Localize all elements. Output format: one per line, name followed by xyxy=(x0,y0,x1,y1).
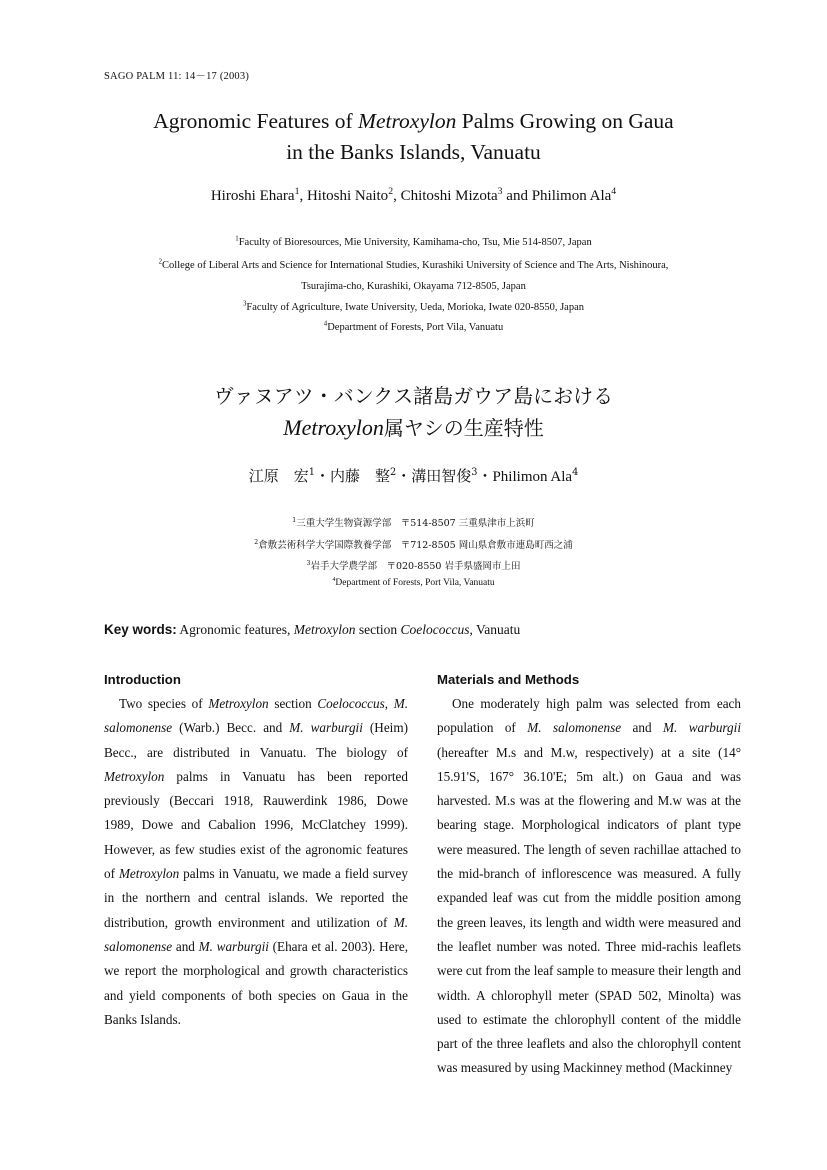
author: Philimon Ala xyxy=(531,188,612,204)
text-run: , xyxy=(384,696,394,711)
jp-author-sup: 1 xyxy=(308,467,315,478)
jp-affiliation-sup: 1 xyxy=(292,516,297,524)
author: Hitoshi Naito xyxy=(306,188,389,204)
paper-title xyxy=(80,106,747,168)
italic-run: Metroxylon xyxy=(118,866,180,882)
journal-reference: SAGO PALM 11: 14－17 (2003) xyxy=(104,71,250,82)
text-run: (hereafter M.s and M.w, respectively) at a site (14° 15.91'S, 167° 36.10'E; 5m alt.) on Gaua and was harvested. M.s was at the flowering and M.w was at the bearing stage. Morphological indicators of plant type were measured. The length of seven rachillae attached to the mid-branch of inflorescence was measured. A fully expanded leaf was cut from the middle position among the green leaves, its length and width were measured and the leaflet number was noted. Three mid-rachis leaflets were cut from the leaf sample to measure their length and width. A chlorophyll meter (SPAD 502, Minolta) was used to estimate the chlorophyll content of the middle part of the three leaflets and also the chlorophyll content was measured by using Mackinney method (Mackinney xyxy=(437,744,741,1076)
jp-title-line1: ヴァヌアツ・バンクス諸島ガウア島における xyxy=(213,384,614,408)
affiliation-sup: 4 xyxy=(323,320,328,328)
jp-author-sup: 4 xyxy=(572,467,579,478)
jp-author-sep: ・ xyxy=(477,467,493,485)
author-sep: , xyxy=(393,188,401,204)
affiliation-sup: 2 xyxy=(158,258,163,266)
methods-heading: Materials and Methods xyxy=(437,672,580,687)
affiliation-1 xyxy=(60,237,767,248)
jp-affiliation-sup: 2 xyxy=(254,538,259,546)
author-sup: 3 xyxy=(497,186,503,197)
italic-run: Coelococcus xyxy=(317,696,385,711)
jp-affiliation-4 xyxy=(80,578,747,588)
italic-run: M. warburgii xyxy=(198,938,269,954)
author: Hiroshi Ehara xyxy=(210,188,295,204)
keywords-text: section xyxy=(355,622,401,637)
author: Chitoshi Mizota xyxy=(400,188,498,204)
japanese-title xyxy=(80,381,747,444)
jp-title-line2: 属ヤシの生産特性 xyxy=(383,416,544,440)
title-line2: in the Banks Islands, Vanuatu xyxy=(286,140,541,164)
jp-author-sep: ・ xyxy=(396,467,412,485)
jp-affiliation-sup: 3 xyxy=(306,559,311,567)
italic-run: M. warburgii xyxy=(663,720,741,736)
italic-run: Metroxylon xyxy=(208,696,269,711)
jp-title-genus: Metroxylon xyxy=(283,415,384,440)
jp-affiliation-sup: 4 xyxy=(332,576,336,583)
text-run: (Warb.) Becc. and xyxy=(172,720,290,736)
text-run: Two species of xyxy=(119,696,209,711)
italic-run: M. salomonense xyxy=(104,696,408,736)
affiliation-text: Faculty of Agriculture, Iwate University, Ueda, Morioka, Iwate 020-8550, Japan xyxy=(246,302,584,313)
jp-affiliation-text: 岩手大学農学部 〒020-8550 岩手県盛岡市上田 xyxy=(310,561,521,572)
affiliation-sup: 1 xyxy=(235,235,239,243)
jp-affiliation-text: 三重大学生物資源学部 〒514-8507 三重県津市上浜町 xyxy=(296,518,535,529)
keywords xyxy=(104,622,520,638)
introduction-section xyxy=(104,671,408,1032)
jp-affiliation-text: 倉敷芸術科学大学国際教養学部 〒712-8505 岡山県倉敷市連島町西之浦 xyxy=(258,540,573,551)
methods-paragraph xyxy=(437,692,741,1081)
italic-run: M. warburgii xyxy=(289,720,363,736)
jp-affiliation-1 xyxy=(80,515,747,529)
text-run: section xyxy=(268,696,318,711)
author-list xyxy=(80,188,747,205)
methods-section xyxy=(437,671,741,1081)
introduction-heading: Introduction xyxy=(104,672,181,687)
keywords-section: Coelococcus xyxy=(400,622,470,637)
affiliation-2 xyxy=(60,260,767,271)
affiliation-text: College of Liberal Arts and Science for International Studies, Kurashiki University of Science and The Arts, Nishinoura, xyxy=(162,260,669,271)
keywords-text: , Vanuatu xyxy=(469,622,521,637)
author-sup: 2 xyxy=(388,186,394,197)
introduction-paragraph xyxy=(104,692,408,1032)
text-run: and xyxy=(172,938,199,954)
jp-author-sup: 2 xyxy=(389,467,397,478)
japanese-author-list xyxy=(80,465,747,486)
jp-author: 内藤 整 xyxy=(329,467,390,485)
jp-author-sep: ・ xyxy=(314,467,330,485)
text-run: One moderately high palm was selected from each population of xyxy=(437,696,741,736)
italic-run: Metroxylon xyxy=(104,768,165,784)
jp-author: 溝田智俊 xyxy=(411,467,472,485)
keywords-genus: Metroxylon xyxy=(293,622,356,637)
text-run: (Ehara et al. 2003). Here, we report the morphological and growth characteristics and yield components of both species on Gaua in the Banks Islands. xyxy=(104,938,408,1027)
affiliation-text: Faculty of Bioresources, Mie University, Kamihama-cho, Tsu, Mie 514-8507, Japan xyxy=(238,237,592,248)
author-sup: 4 xyxy=(611,186,617,197)
jp-affiliation-text: Department of Forests, Port Vila, Vanuatu xyxy=(335,578,495,588)
affiliation-sup: 3 xyxy=(243,300,247,308)
text-run: and xyxy=(621,720,663,736)
title-post: Palms Growing on Gaua xyxy=(456,109,674,133)
jp-author: Philimon Ala xyxy=(492,469,573,485)
italic-run: M. salomonense xyxy=(527,720,622,736)
jp-affiliation-2 xyxy=(80,537,747,551)
affiliation-text: Tsurajima-cho, Kurashiki, Okayama 712-8505, Japan xyxy=(301,281,526,292)
italic-run: M. salomonense xyxy=(104,914,408,954)
author-sup: 1 xyxy=(294,186,300,197)
affiliation-text: Department of Forests, Port Vila, Vanuatu xyxy=(327,322,504,333)
keywords-text: Agronomic features, xyxy=(176,622,294,637)
affiliation-4 xyxy=(60,322,767,333)
text-run: palms in Vanuatu has been reported previously (Beccari 1918, Rauwerdink 1986, Dowe 1989, Dowe and Cabalion 1996, McClatchey 1999). However, as few studies exist of the agronomic features of xyxy=(104,768,408,882)
affiliation-2-cont xyxy=(60,281,767,292)
text-run: (Heim) Becc., are distributed in Vanuatu. The biology of xyxy=(104,720,408,760)
title-genus: Metroxylon xyxy=(358,109,457,133)
title-pre: Agronomic Features of xyxy=(153,109,359,133)
keywords-label: Key words: xyxy=(104,622,177,637)
text-run: palms in Vanuatu, we made a field survey in the northern and central islands. We reported the distribution, growth environment and utilization of xyxy=(104,866,408,930)
jp-author-sup: 3 xyxy=(471,467,478,478)
jp-affiliation-3 xyxy=(80,558,747,572)
jp-author: 江原 宏 xyxy=(248,467,309,485)
author-sep: and xyxy=(502,188,532,204)
author-sep: , xyxy=(299,188,307,204)
affiliation-3 xyxy=(60,302,767,313)
